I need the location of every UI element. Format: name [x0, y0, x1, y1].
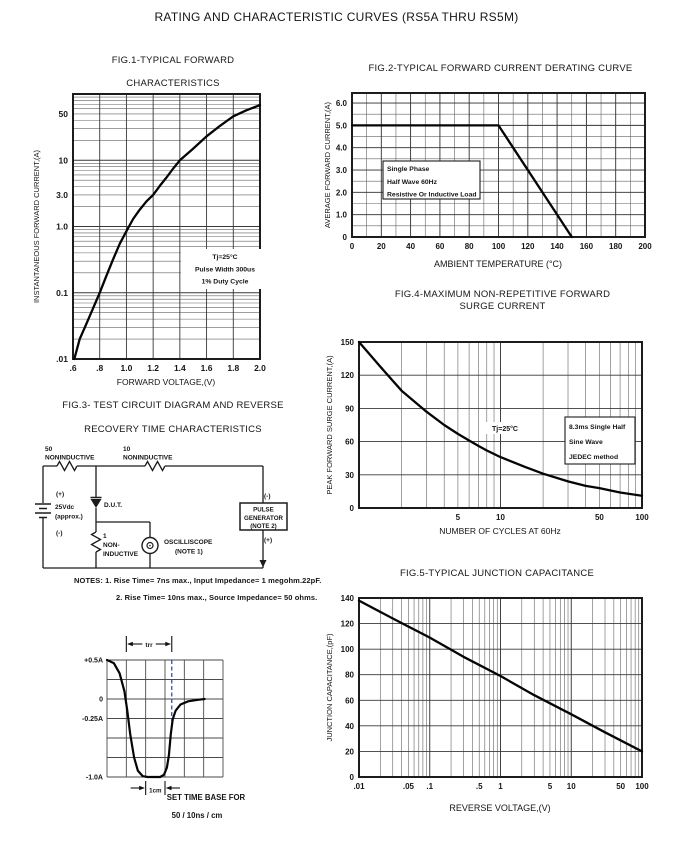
fig5-x-tick-label: .5: [475, 782, 483, 791]
fig1-y-axis-title: INSTANTANEOUS FORWARD CURRENT,(A): [32, 149, 41, 304]
pulse-gen-line1: PULSE: [253, 506, 274, 514]
dut-diode-icon: [91, 498, 102, 509]
fig1-x-tick-label: 2.0: [254, 363, 266, 373]
fig2-annotation-line: Single Phase: [387, 166, 430, 173]
fig2-x-tick-label: 160: [579, 242, 594, 251]
fig1-y-tick-label: 3.0: [56, 189, 68, 200]
fig5-y-tick-label: 40: [345, 721, 354, 731]
fig1-annotation-line: Tj=25°C: [212, 254, 238, 261]
waveform-y-tick-label: +0.5A: [84, 657, 103, 665]
fig2-x-tick-label: 200: [638, 242, 652, 251]
fig5-x-tick-label: 5: [547, 782, 553, 791]
resistor-50-icon: [57, 462, 77, 471]
battery-voltage-label: 25Vdc: [55, 504, 75, 511]
fig5-title: FIG.5-TYPICAL JUNCTION CAPACITANCE: [399, 568, 595, 579]
fig4-y-tick-label: 150: [340, 338, 354, 347]
fig3-test-circuit-diagram: [30, 440, 330, 580]
fig5-y-tick-label: 140: [340, 594, 354, 603]
fig2-title: FIG.2-TYPICAL FORWARD CURRENT DERATING CURVE: [368, 63, 633, 74]
fig2-x-tick-label: 60: [435, 242, 445, 251]
fig2-annotation-line: Half Wave 60Hz: [387, 178, 437, 186]
fig4-x-tick-label: 10: [496, 513, 505, 522]
fig2-x-tick-label: 120: [521, 242, 535, 251]
battery-minus-label: (-): [56, 530, 63, 537]
fig2-y-tick-label: 3.0: [335, 166, 347, 176]
fig2-x-tick-label: 80: [464, 242, 474, 251]
fig3-recovery-waveform-chart: [58, 628, 323, 800]
r1-type-label: NONINDUCTIVE: [45, 454, 95, 462]
pulse-gen-line2: GENERATOR: [244, 515, 283, 522]
r3-value-label: 1: [103, 533, 107, 540]
pulse-gen-line3: (NOTE 2): [250, 523, 277, 530]
waveform-caption-1: SET TIME BASE FOR: [166, 793, 246, 802]
fig1-title: FIG.1-TYPICAL FORWARD: [111, 55, 235, 66]
r2-value-label: 10: [123, 446, 131, 453]
fig1-x-tick-label: 1.8: [227, 363, 240, 373]
waveform-y-tick-label: 0: [99, 696, 103, 704]
pulse-gen-minus-label: (-): [264, 493, 271, 500]
oscilloscope-note-label: (NOTE 1): [175, 548, 203, 556]
fig1-x-tick-label: .6: [69, 363, 77, 373]
fig4-subtitle: SURGE CURRENT: [459, 301, 546, 312]
waveform-y-tick-label: -1.0A: [85, 774, 103, 782]
circuit-labels: [45, 446, 284, 558]
r1-value-label: 50: [45, 446, 53, 453]
fig4-y-tick-label: 90: [345, 404, 354, 414]
resistor-1-noninductive-icon: [92, 532, 101, 552]
trr-label: trr: [145, 642, 153, 649]
fig4-annotation-line: Sine Wave: [569, 439, 603, 446]
trr-marker: [126, 636, 171, 652]
fig2-annotation-line: Resistive Or Inductive Load: [387, 191, 477, 199]
dut-label: D.U.T.: [104, 502, 123, 509]
fig3-title: FIG.3- TEST CIRCUIT DIAGRAM AND REVERSE: [62, 400, 284, 411]
fig5-y-tick-label: 120: [340, 619, 354, 629]
fig2-y-tick-label: 6.0: [335, 99, 347, 109]
fig1-x-tick-label: .8: [96, 363, 104, 373]
fig1-x-tick-label: 1.4: [173, 363, 186, 373]
fig4-x-tick-label: 5: [455, 513, 461, 522]
fig1-x-tick-label: 1.2: [147, 363, 160, 373]
battery-icon: [35, 504, 51, 518]
fig5-y-tick-label: 20: [345, 747, 354, 757]
fig3-subtitle: RECOVERY TIME CHARACTERISTICS: [84, 424, 262, 435]
fig1-grid: [73, 94, 260, 359]
fig2-x-tick-label: 20: [376, 242, 386, 251]
fig2-derating-curve-chart: [320, 84, 673, 284]
fig3-note-1: NOTES: 1. Rise Time= 7ns max., Input Impedance= 1 megohm.22pF.: [74, 576, 322, 585]
fig4-surge-current-chart: [320, 332, 673, 542]
fig5-y-tick-label: 80: [345, 670, 354, 680]
fig5-x-tick-label: .1: [426, 782, 434, 791]
fig4-annotation-line: 8.3ms Single Half: [569, 424, 626, 431]
fig2-x-axis-title: AMBIENT TEMPERATURE (°C): [433, 259, 563, 269]
fig5-x-tick-label: 10: [566, 782, 576, 791]
fig1-y-tick-label: 1.0: [56, 221, 68, 232]
resistor-10-icon: [145, 462, 165, 471]
fig5-y-tick-label: 60: [345, 696, 354, 706]
fig2-x-tick-label: 0: [349, 242, 355, 251]
fig2-y-tick-label: 0: [342, 233, 347, 242]
fig5-y-tick-label: 100: [340, 645, 354, 655]
fig1-forward-characteristics-chart: [28, 88, 320, 400]
oscilloscope-icon: [142, 538, 158, 554]
fig2-x-tick-label: 40: [406, 242, 416, 251]
fig2-x-tick-label: 180: [609, 242, 623, 251]
page-title: RATING AND CHARACTERISTIC CURVES (RS5A THRU RS5M): [154, 10, 519, 24]
fig5-x-axis-title: REVERSE VOLTAGE,(V): [449, 803, 551, 813]
fig5-x-tick-label: 1: [498, 782, 503, 791]
fig2-y-tick-label: 4.0: [335, 143, 347, 153]
fig2-x-tick-label: 100: [491, 242, 506, 251]
fig5-x-tick-label: 50: [616, 782, 626, 791]
fig4-y-tick-label: 120: [340, 371, 354, 381]
r2-type-label: NONINDUCTIVE: [123, 454, 173, 462]
fig4-y-tick-label: 30: [345, 470, 354, 480]
waveform-grid: [107, 660, 223, 777]
fig5-grid: [359, 598, 642, 777]
fig4-annotation-line: JEDEC method: [569, 454, 619, 461]
fig4-y-tick-label: 60: [345, 437, 354, 447]
current-arrow-icon: [260, 560, 267, 568]
pulse-gen-plus-label: (+): [264, 537, 273, 544]
fig2-y-tick-label: 1.0: [335, 210, 347, 220]
fig4-y-axis-title: PEAK FORWARD SURGE CURRENT,(A): [325, 355, 334, 495]
fig5-x-tick-label: 100: [635, 782, 649, 791]
fig4-title: FIG.4-MAXIMUM NON-REPETITIVE FORWARD: [394, 289, 611, 300]
waveform-caption-2: 50 / 10ns / cm: [171, 811, 223, 820]
fig4-x-axis-title: NUMBER OF CYCLES AT 60Hz: [439, 526, 561, 536]
battery-approx-label: (approx.): [55, 513, 83, 521]
fig4-x-tick-label: 50: [594, 513, 604, 522]
fig1-annotation-line: Pulse Width 300us: [195, 266, 255, 274]
fig2-y-tick-label: 5.0: [335, 121, 347, 131]
fig1-x-axis-title: FORWARD VOLTAGE,(V): [116, 377, 216, 387]
fig5-x-tick-label: .01: [353, 782, 365, 791]
battery-plus-label: (+): [56, 491, 65, 498]
fig1-annotation-line: 1% Duty Cycle: [201, 278, 249, 286]
waveform-y-tick-label: -0.25A: [81, 716, 103, 724]
fig1-x-tick-label: 1.0: [120, 363, 133, 373]
fig1-curve: [74, 105, 260, 359]
fig2-x-tick-label: 140: [550, 242, 564, 251]
r3-line1-label: NON-: [103, 542, 120, 549]
fig1-subtitle: CHARACTERISTICS: [126, 78, 220, 89]
r3-line2-label: INDUCTIVE: [103, 551, 139, 558]
fig4-x-tick-label: 100: [635, 513, 649, 522]
fig2-y-axis-title: AVERAGE FORWARD CURRENT,(A): [323, 101, 332, 229]
fig1-x-tick-label: 1.6: [200, 363, 213, 373]
fig1-y-tick-label: 50: [58, 108, 68, 119]
fig2-y-tick-label: 2.0: [335, 188, 347, 198]
fig5-y-tick-label: 0: [349, 773, 354, 782]
fig5-junction-capacitance-chart: [320, 566, 673, 821]
fig1-y-tick-label: 0.1: [56, 287, 68, 298]
fig5-x-tick-label: .05: [402, 782, 415, 791]
one-cm-label: 1cm: [149, 787, 162, 795]
oscilloscope-label: OSCILLISCOPE: [164, 539, 213, 546]
fig3-note-2: 2. Rise Time= 10ns max., Source Impedance= 50 ohms.: [116, 593, 318, 602]
fig4-y-tick-label: 0: [349, 504, 354, 513]
fig1-y-tick-label: .01: [56, 354, 68, 364]
fig1-y-tick-label: 10: [58, 155, 68, 166]
fig5-y-axis-title: JUNCTION CAPACITANCE,(pF): [325, 633, 334, 742]
fig4-annotation-line: Tj=25°C: [492, 426, 518, 433]
